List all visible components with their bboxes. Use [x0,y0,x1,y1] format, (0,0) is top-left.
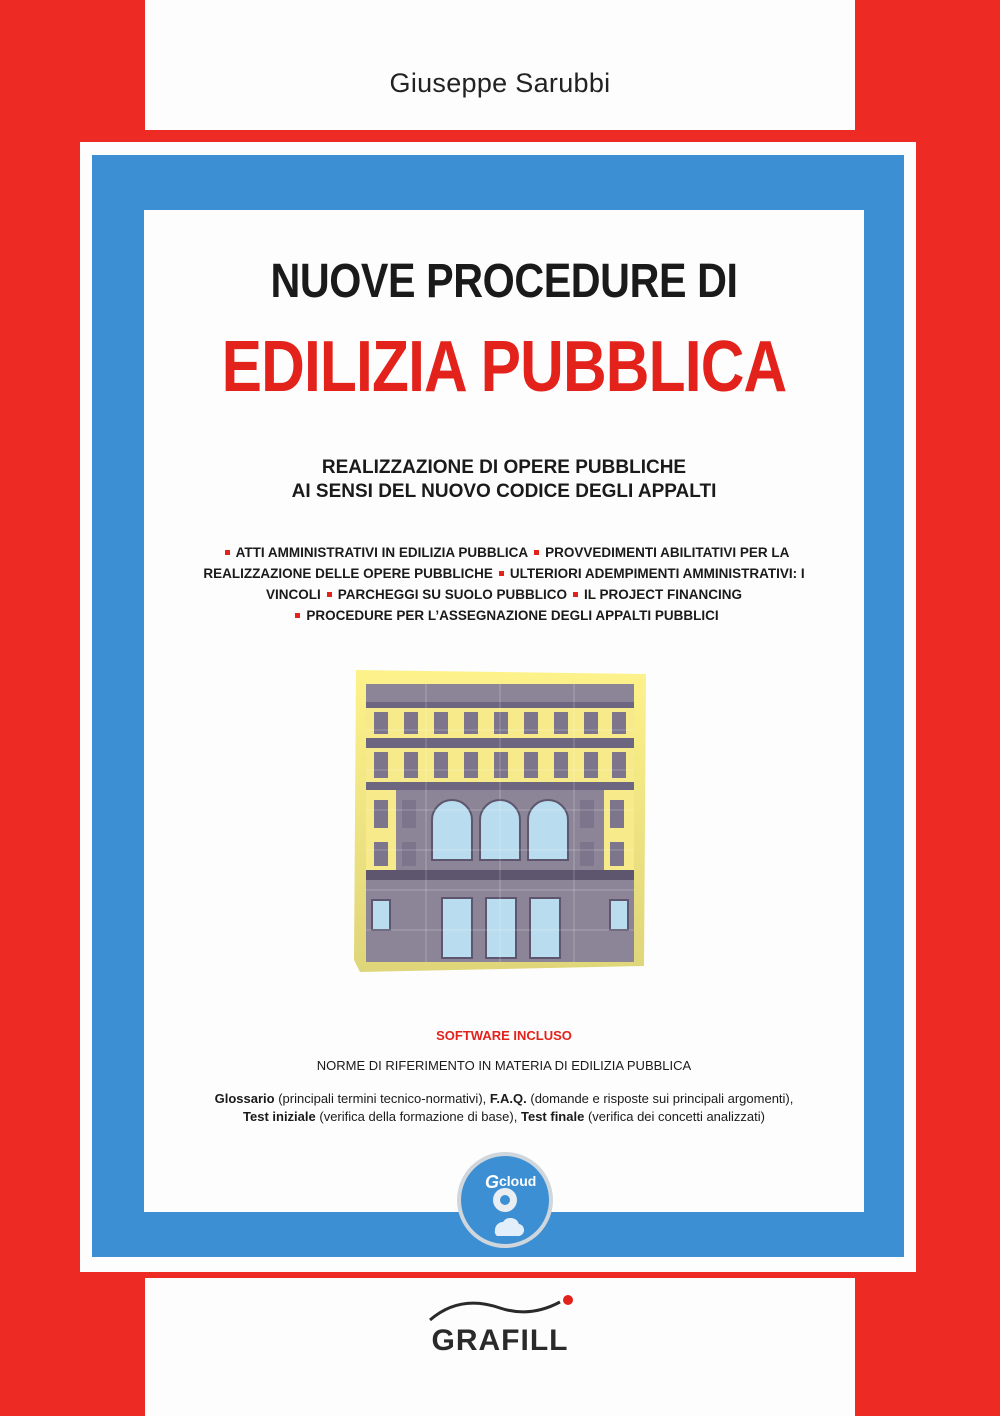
title-line-2: EDILIZIA PUBBLICA [221,327,787,407]
software-item-name: Test finale [520,1109,585,1124]
bullet-square-icon [327,592,332,597]
content-panel [144,210,864,1212]
title-line-1: NUOVE PROCEDURE DI [270,255,738,308]
software-item-name: F.A.Q. [489,1091,527,1106]
topic-item: PROCEDURE PER L’ASSEGNAZIONE DEGLI APPALTI PUBBLICI [306,608,719,623]
subtitle-line-1: REALIZZAZIONE DI OPERE PUBBLICHE [321,457,687,478]
software-item-name: Glossario [214,1091,275,1106]
building-facade-illustration [352,670,648,972]
software-item-desc: (domande e risposte sui principali argomenti), [530,1091,794,1106]
topic-item: ULTERIORI ADEMPIMENTI AMMINISTRATIVI: I VINCOLI [265,566,805,602]
bullet-square-icon [499,571,504,576]
software-norme: NORME DI RIFERIMENTO IN MATERIA DI EDILIZIA PUBBLICA [316,1058,692,1073]
bullet-square-icon [295,613,300,618]
publisher-logo [0,1290,1000,1357]
grafill-swoosh-icon [420,1290,580,1326]
topic-item: PROVVEDIMENTI ABILITATIVI PER LA REALIZZAZIONE DELLE OPERE PUBBLICHE [203,545,790,581]
software-item-desc: (verifica della formazione di base), [319,1109,518,1124]
svg-text:cloud: cloud [499,1173,537,1189]
topic-item: IL PROJECT FINANCING [584,587,743,602]
bullet-square-icon [534,550,539,555]
software-description [154,1090,854,1126]
software-heading: SOFTWARE INCLUSO [436,1028,572,1043]
svg-text:G: G [485,1172,500,1192]
bullet-square-icon [225,550,230,555]
publisher-name: GRAFILL [431,1324,569,1357]
g-cloud-disc-icon [455,1150,555,1250]
topic-item: ATTI AMMINISTRATIVI IN EDILIZIA PUBBLICA [235,545,529,560]
topic-item: PARCHEGGI SU SUOLO PUBBLICO [337,587,567,602]
subtitle-line-2: AI SENSI DEL NUOVO CODICE DEGLI APPALTI [291,481,717,502]
software-item-desc: (principali termini tecnico-normativi), [278,1091,487,1106]
subtitle [144,456,864,504]
software-item-name: Test iniziale [243,1109,316,1124]
top-white-strip [145,0,855,130]
topic-list [184,542,824,626]
author-name: Giuseppe Sarubbi [389,68,611,98]
software-item-desc: (verifica dei concetti analizzati) [587,1109,765,1124]
bullet-square-icon [573,592,578,597]
